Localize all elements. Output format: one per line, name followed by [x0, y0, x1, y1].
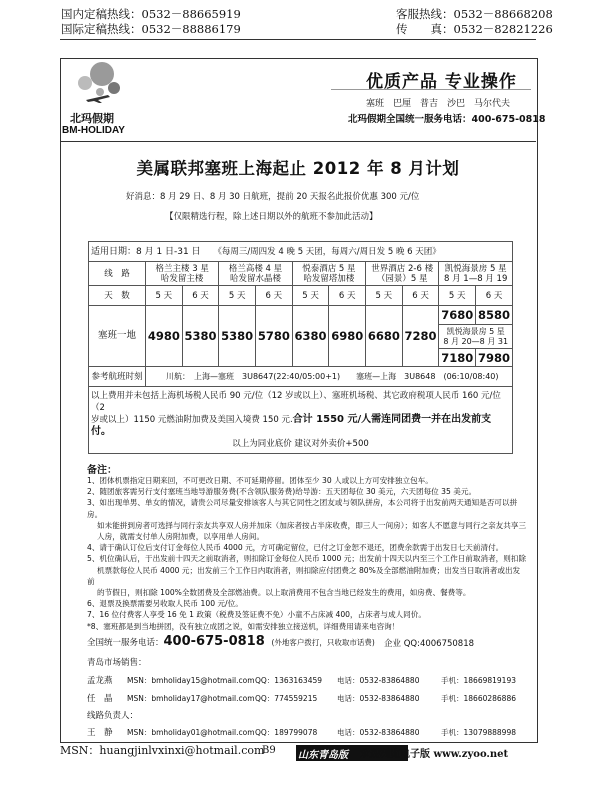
- intl-hotline: 国际定稿热线：0532－88886179: [61, 22, 241, 36]
- service-note: (外地客户拨打，只收取市话费): [271, 638, 375, 647]
- price-cell: 6380: [292, 306, 329, 367]
- hyatt-dates: 8 月 20—8 月 31: [443, 336, 509, 346]
- brand-name-en: BM-HOLIDAY: [62, 125, 125, 136]
- page-number: B9: [262, 745, 276, 756]
- price-cell: 6980: [329, 306, 366, 367]
- contact-mobile: 手机：18660286886: [441, 694, 516, 703]
- contact-name: 王 静: [87, 728, 113, 738]
- days-cell: 6 天: [402, 286, 439, 306]
- hotel-building: （园景）5 星: [376, 273, 428, 284]
- footer-msn: MSN：huangjinlvxinxi@hotmail.com: [60, 744, 265, 757]
- contact-qq: QQ：1363163459: [255, 676, 323, 685]
- days-cell: 5 天: [366, 286, 403, 306]
- contact-tel: 电话：0532-83864880: [337, 676, 420, 685]
- contact-name: 孟龙燕: [87, 676, 113, 686]
- note-item: 如未能拼到房者可选择与同行亲友共享双人房并加床（加床者按占半床收费，即三人一间房）；如客人不愿意与同行之亲友共享三: [87, 520, 527, 530]
- hotel-building: 哈发留塔加楼: [303, 273, 355, 284]
- notes-list: [87, 475, 527, 632]
- days-cell: 6 天: [182, 286, 219, 306]
- days-cell: 6 天: [256, 286, 293, 306]
- hotel-header: [292, 262, 365, 286]
- days-label: 天 数: [89, 286, 146, 306]
- promo-text: 好消息：8 月 29 日、8 月 30 日航班，提前 20 天报名此报价优惠 300 元/位: [126, 192, 420, 202]
- footnote-line: 以上为同业底价 建议对外卖价+500: [232, 439, 369, 449]
- price-table: [88, 241, 513, 454]
- note-item: 6、退票及换票需要另收取人民币 100 元/位。: [87, 599, 243, 609]
- price-cell: 5380: [219, 306, 256, 367]
- hotel-building: 8 月 1—8 月 19: [444, 273, 508, 284]
- note-item: *8、塞班都是到当地拼团，没有独立成团之说，如需安排独立接送机，详细费用请来电咨询！: [87, 621, 400, 631]
- header-rule: [60, 39, 536, 40]
- contact-msn: MSN：bmholiday17@hotmail.com: [127, 694, 255, 703]
- hotel-header: [219, 262, 292, 286]
- footnote-cell: [89, 387, 513, 454]
- hotel-building: 哈发留主楼: [160, 273, 204, 284]
- days-cell: 5 天: [146, 286, 183, 306]
- hyatt-period-b: [439, 325, 513, 349]
- customer-hotline: 客服热线：0532－88668208: [396, 7, 553, 21]
- route-label: 线 路: [89, 262, 146, 286]
- contact-mobile: 手机：13079888998: [441, 728, 516, 737]
- note-item: 4、请于确认订位后支付订金每位人民币 4000 元，方可确定留位，已付之订金恕不退还，团费余款需于出发日七天前清付。: [87, 543, 504, 553]
- contact-msn: MSN：bmholiday15@hotmail.com: [127, 676, 255, 685]
- flight-label: 参考航班时刻: [89, 367, 146, 387]
- brand-name-cn: 北玛假期: [70, 112, 114, 125]
- hyatt-price-b: 7980: [476, 349, 513, 367]
- note-item: 3、如出现单男、单女的情况，请贵公司尽量安排该客人与其它同性之团友或与领队拼房，本公司将于出发前两天通知是否可以拼房。: [87, 498, 518, 519]
- hyatt-price-b: 7180: [439, 349, 476, 367]
- price-cell: 4980: [146, 306, 183, 367]
- hotel-name: 世界酒店 2-6 楼: [371, 263, 434, 274]
- slogan-divider: [331, 89, 531, 90]
- hotel-name: 悦泰酒店 5 星: [302, 263, 356, 274]
- days-cell: 5 天: [292, 286, 329, 306]
- contact-qq: QQ：774559215: [255, 694, 318, 703]
- price-cell: 5380: [182, 306, 219, 367]
- page-title: 美属联邦塞班上海起止 2012 年 8 月计划: [136, 159, 460, 178]
- logo-dot: [78, 76, 92, 90]
- lead-title: 线路负责人：: [87, 711, 139, 721]
- days-cell: 5 天: [439, 286, 476, 306]
- contact-msn: MSN：bmholiday01@hotmail.com: [127, 728, 255, 737]
- hotel-header: [366, 262, 439, 286]
- product-name: 塞班一地: [89, 306, 146, 367]
- footnote-line: 以上费用并未包括上海机场税人民币 90 元/位（12 岁或以上）、塞班机场税、其它政府税项人民币 160 元/位（2: [91, 391, 501, 413]
- hotel-building: 哈发留水晶楼: [230, 273, 282, 284]
- days-cell: 5 天: [219, 286, 256, 306]
- hyatt-price-a: 7680: [439, 306, 476, 325]
- footnote-fees: 岁或以上）1150 元燃油附加费及美国入境费 150 元.: [91, 415, 293, 425]
- dates-label: 适用日期：8 月 1 日-31 日: [91, 246, 201, 257]
- contact-row: [87, 693, 527, 705]
- note-item: 的节假日，则扣除 100%全数团费及全部燃油费。以上取消费用不包含当地已经发生的费用，如房费、餐费等。: [87, 588, 471, 598]
- notice-text: 【仅限精选行程，除上述日期以外的航班不参加此活动】: [165, 212, 378, 222]
- hotel-header: [439, 262, 513, 286]
- days-cell: 6 天: [329, 286, 366, 306]
- footer-banner: 山东青岛版: [298, 750, 348, 761]
- footnote-total: 合计 1550 元/人需连同团费一并在出发前支付。: [91, 414, 492, 437]
- footer-tagline: 欢迎浏览电子版 www.zyoo.net: [360, 749, 509, 760]
- airplane-icon: [84, 92, 112, 104]
- note-item: 2、随团旅客需另行支付塞班当地导游服务费(不含领队服务费)给导游：五天团每位 30 美元，六天团每位 35 美元。: [87, 487, 477, 497]
- note-item: 人房，就需支付单人房附加费，以享用单人房间。: [87, 532, 265, 542]
- contact-name: 任 晶: [87, 694, 113, 704]
- note-item: 7、16 位付费客人享受 16 免 1 政策（税费及签证费不免）小童不占床减 400，占床者与成人同价。: [87, 610, 426, 620]
- contact-tel: 电话：0532-83864880: [337, 694, 420, 703]
- days-cell: 6 天: [476, 286, 513, 306]
- dates-note: 《每周三/周四发 4 晚 5 天团，每周六/周日发 5 晚 6 天团》: [213, 246, 441, 257]
- hotel-name: 格兰高楼 4 星: [228, 263, 283, 274]
- note-item: 1、团体机票指定日期来回，不可更改日期、不可延期停留。团体至少 30 人或以上方可安排独立包车。: [87, 476, 433, 485]
- contact-qq: QQ：189799078: [255, 728, 318, 737]
- contact-row: [87, 727, 527, 739]
- price-cell: 6680: [366, 306, 403, 367]
- flight-times: 川航： 上海—塞班 3U8647(22:40/05:00+1) 塞班—上海 3U8648 (06:10/08:40): [146, 367, 513, 387]
- service-row: [87, 636, 375, 649]
- dates-row: [89, 242, 513, 262]
- hotel-name: 格兰主楼 3 星: [155, 263, 209, 274]
- contact-row: [87, 675, 527, 687]
- notes-title: 备注：: [87, 465, 117, 476]
- domestic-hotline: 国内定稿热线：0532－88665919: [61, 7, 241, 21]
- brand-rule: [60, 141, 536, 142]
- service-number: 400-675-0818: [163, 634, 265, 649]
- hyatt-name: 凯悦海景房 5 星: [446, 326, 505, 336]
- hyatt-price-a: 8580: [476, 306, 513, 325]
- hotel-name: 凯悦海景房 5 星: [444, 263, 507, 274]
- contact-mobile: 手机：18669819193: [441, 676, 516, 685]
- slogan: 优质产品 专业操作: [366, 72, 517, 92]
- service-label: 全国统一服务电话：: [87, 638, 164, 648]
- note-item: 机票款每位人民币 4000 元；出发前三个工作日内取消者，则扣除应付团费之 80%及全部燃油附加费；出发当日取消者或出发前: [87, 565, 521, 586]
- fax-line: 传 真：0532－82821226: [396, 22, 553, 36]
- contact-tel: 电话：0532-83864880: [337, 728, 420, 737]
- hotel-header: [146, 262, 219, 286]
- price-cell: 5780: [256, 306, 293, 367]
- enterprise-qq: 企业 QQ:4006750818: [384, 639, 475, 649]
- note-item: 5、机位确认后，于出发前十四天之前取消者，则扣除订金每位人民币 1000 元；出发前十四天以内至三个工作日前取消者，则扣除: [87, 554, 527, 564]
- price-cell: 7280: [402, 306, 439, 367]
- service-line: 北玛假期全国统一服务电话：400-675-0818: [348, 114, 546, 125]
- destination-list: 塞班 巴厘 普吉 沙巴 马尔代夫: [366, 99, 511, 109]
- market-title: 青岛市场销售：: [87, 658, 147, 668]
- footnote-line: [91, 414, 510, 438]
